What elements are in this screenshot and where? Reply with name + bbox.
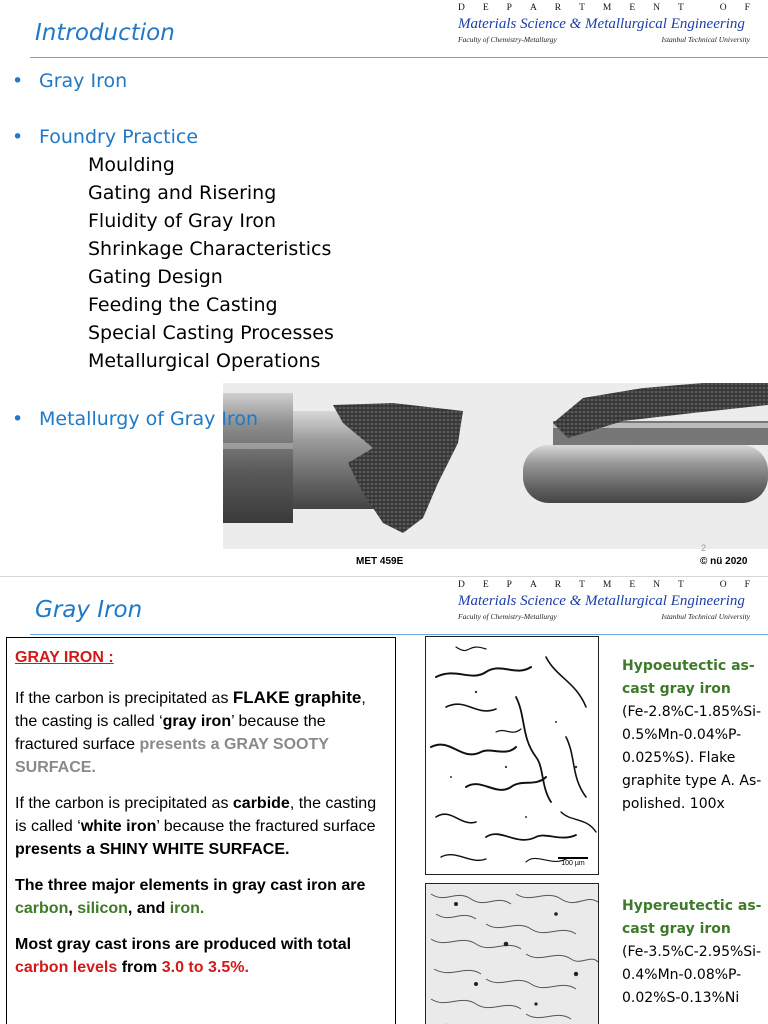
- faculty-name: Faculty of Chemistry-Metallurgy: [458, 612, 557, 621]
- box-heading: GRAY IRON :: [15, 649, 114, 666]
- department-subline: [458, 612, 750, 621]
- department-header: [458, 3, 750, 44]
- subitem: Gating and Risering: [88, 182, 277, 204]
- title-underline: [30, 634, 768, 635]
- subitem: Gating Design: [88, 266, 223, 288]
- paragraph-carbon-levels: Most gray cast irons are produced with total carbon levels from 3.0 to 3.5%.: [15, 936, 352, 976]
- subitem: Metallurgical Operations: [88, 350, 321, 372]
- scale-bar: 100 µm: [558, 857, 588, 867]
- fractured-bar-photo: [223, 383, 768, 549]
- paragraph-carbide: If the carbon is precipitated as carbide, the casting is called ‘white iron’ because the fractured surface presents a SHINY WHITE SURFACE.: [15, 795, 377, 858]
- gray-iron-textbox: [6, 637, 396, 1024]
- flake-graphite-image: [426, 637, 599, 875]
- micrograph-hypoeutectic: [425, 636, 599, 875]
- footer-copyright: © nü 2020: [700, 556, 748, 567]
- department-letters: D E P A R T M E N T O F: [458, 580, 750, 590]
- bullet-gray-iron: • Gray Iron: [12, 70, 128, 92]
- university-name: Istanbul Technical University: [661, 612, 750, 621]
- caption-hypoeutectic: Hypoeutectic as-cast gray iron (Fe-2.8%C-1.85%Si-0.5%Mn-0.04%P-0.025%S). Flake graphite type A. As-polished. 100x: [622, 658, 762, 812]
- subitem: Special Casting Processes: [88, 322, 334, 344]
- faculty-name: Faculty of Chemistry-Metallurgy: [458, 35, 557, 44]
- bullet-foundry-practice: • Foundry Practice: [12, 126, 199, 148]
- page-number: 2: [701, 543, 707, 553]
- subitem: Feeding the Casting: [88, 294, 278, 316]
- bullet-metallurgy: • Metallurgy of Gray Iron: [12, 408, 259, 430]
- slide-gray-iron: [0, 577, 768, 1024]
- fractured-bar-image: [223, 383, 768, 549]
- department-name: Materials Science & Metallurgical Engineering: [458, 16, 745, 32]
- slide-title: Introduction: [35, 20, 175, 46]
- department-letters: D E P A R T M E N T O F: [458, 3, 750, 13]
- micrograph-hypereutectic: [425, 883, 599, 1024]
- slide-title: Gray Iron: [35, 597, 143, 623]
- subitem: Fluidity of Gray Iron: [88, 210, 277, 232]
- paragraph-major-elements: The three major elements in gray cast iron are carbon, silicon, and iron.: [15, 877, 366, 917]
- caption-hypereutectic: Hypereutectic as-cast gray iron (Fe-3.5%C-2.95%Si-0.4%Mn-0.08%P-0.02%S-0.13%Ni: [622, 898, 762, 1006]
- department-name: Materials Science & Metallurgical Engineering: [458, 593, 745, 609]
- title-underline: [30, 57, 768, 58]
- hypereutectic-graphite-image: [426, 884, 599, 1024]
- subitem: Moulding: [88, 154, 175, 176]
- paragraph-flake-graphite: If the carbon is precipitated as FLAKE graphite, the casting is called ‘gray iron’ because the fractured surface presents a GRAY SOOTY SURFACE.: [15, 688, 366, 776]
- subitem: Shrinkage Characteristics: [88, 238, 332, 260]
- department-header: [458, 580, 750, 621]
- footer-course-code: MET 459E: [356, 556, 404, 567]
- department-subline: [458, 35, 750, 44]
- university-name: Istanbul Technical University: [661, 35, 750, 44]
